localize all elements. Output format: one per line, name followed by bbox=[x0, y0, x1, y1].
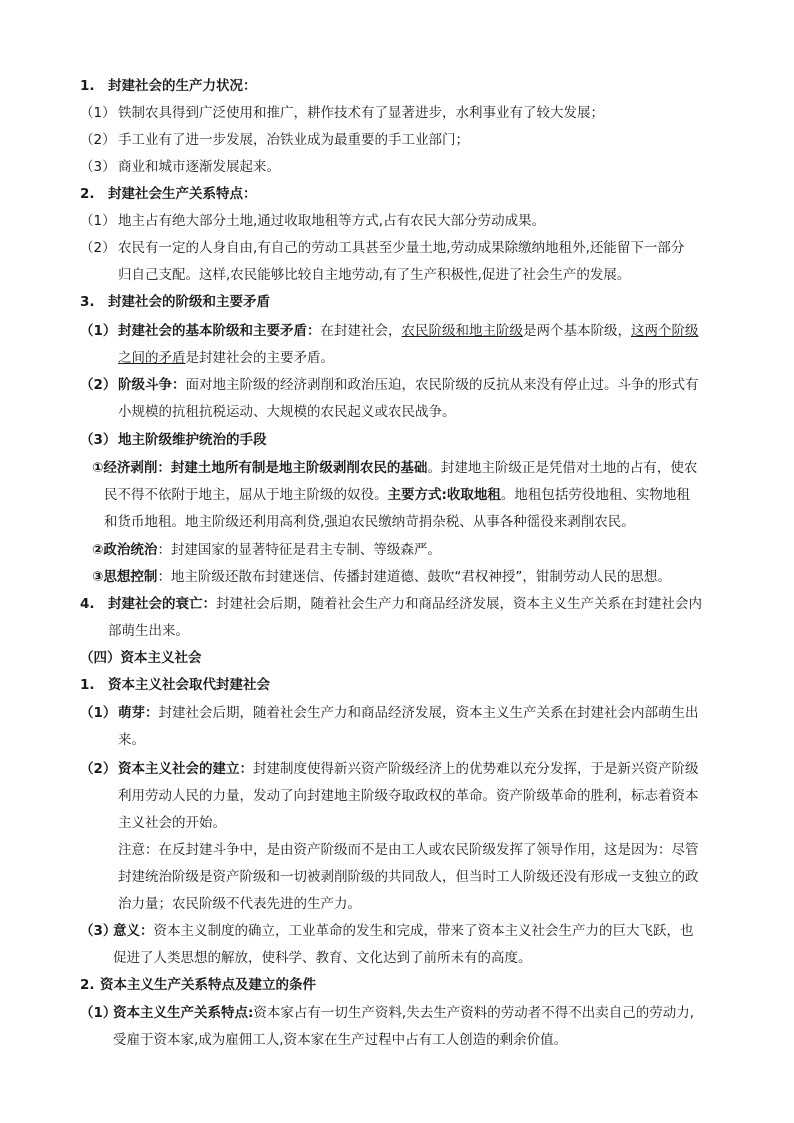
item-number: （2） bbox=[80, 240, 116, 256]
item-number: 1. bbox=[80, 677, 95, 693]
item-text: 商业和城市逐渐发展起来。 bbox=[118, 159, 280, 175]
item-number: （3） bbox=[80, 432, 117, 448]
section-1-heading bbox=[80, 76, 257, 96]
item-text: 是两个基本阶级， bbox=[523, 323, 631, 339]
item-text: 地主占有绝大部分土地,通过收取地租等方式,占有农民大部分劳动成果。 bbox=[118, 213, 546, 229]
item-number: 3. bbox=[80, 294, 95, 310]
item-lead: 阶级斗争： bbox=[118, 377, 186, 393]
item-number: （2） bbox=[80, 377, 117, 393]
item-lead: 封建社会的衰亡： bbox=[108, 596, 216, 612]
item-lead: 主要方式:收取地租 bbox=[387, 487, 501, 503]
item-lead: 萌芽： bbox=[118, 705, 159, 721]
item-number: （3） bbox=[80, 923, 117, 939]
item-text: 在封建社会， bbox=[320, 323, 402, 339]
item-text: 资本主义制度的确立，工业革命的发生和完成，带来了资本主义社会生产力的巨大飞跃，也 bbox=[153, 923, 694, 939]
item-number: 4. bbox=[80, 596, 95, 612]
item-text: 面对地主阶级的经济剥削和政治压迫，农民阶级的反抗从来没有停止过。斗争的形式有 bbox=[185, 377, 699, 393]
item-lead: ①经济剥削：封建土地所有制是地主阶级剥削农民的基础 bbox=[92, 460, 428, 476]
list-item bbox=[80, 759, 699, 779]
item-lead: ③思想控制 bbox=[92, 569, 158, 585]
item-text: 。地租包括劳役地租、实物地租 bbox=[500, 487, 690, 503]
item-text: 农民有一定的人身自由,有自己的劳动工具甚至少量土地,劳动成果除缴纳地租外,还能留下一部分 bbox=[118, 240, 685, 256]
item-number: 1. bbox=[80, 78, 95, 94]
item-continuation: 利用劳动人民的力量，发动了向封建地主阶级夺取政权的革命。资产阶级革命的胜利，标志着资本 bbox=[118, 788, 699, 804]
list-item bbox=[80, 238, 684, 258]
item-lead: ②政治统治 bbox=[92, 542, 158, 558]
section-heading bbox=[80, 675, 270, 695]
list-item bbox=[80, 211, 545, 231]
list-item bbox=[80, 430, 267, 450]
list-item bbox=[80, 375, 699, 395]
section-4-heading bbox=[80, 594, 702, 614]
item-number: （1） bbox=[80, 105, 116, 121]
item-text: 铁制农具得到广泛使用和推广，耕作技术有了显著进步，水利事业有了较大发展； bbox=[118, 105, 604, 121]
note-text: 封建统治阶级是资产阶级和一切被剥削阶级的共同敌人，但当时工人阶级还没有形成一支独立的政 bbox=[118, 869, 699, 885]
item-continuation: 和货币地租。地主阶级还利用高利贷,强迫农民缴纳苛捐杂税、从事各种徭役来剥削农民。 bbox=[104, 514, 635, 530]
item-text: ：封建国家的显著特征是君主专制、等级森严。 bbox=[157, 542, 441, 558]
item-continuation: 来。 bbox=[118, 732, 145, 748]
item-text: 封建社会后期，随着社会生产力和商品经济发展，资本主义生产关系在封建社会内部萌生出 bbox=[158, 705, 699, 721]
sub-item bbox=[92, 567, 671, 587]
item-lead: 资本主义生产关系特点: bbox=[113, 1005, 254, 1021]
item-number: （1） bbox=[80, 705, 117, 721]
item-text: 。封建地主阶级正是凭借对土地的占有，使农 bbox=[427, 460, 698, 476]
heading-text: 封建社会的阶级和主要矛盾 bbox=[108, 294, 270, 310]
heading-text: 资本主义社会取代封建社会 bbox=[108, 677, 270, 693]
item-text: 封建社会后期，随着社会生产力和商品经济发展，资本主义生产关系在封建社会内 bbox=[216, 596, 702, 612]
item-text: 地主阶级维护统治的手段 bbox=[118, 432, 267, 448]
item-number: 2. bbox=[80, 186, 95, 202]
item-number: （1） bbox=[80, 1005, 117, 1021]
item-text: 手工业有了进一步发展，冶铁业成为最重要的手工业部门； bbox=[118, 132, 469, 148]
list-item bbox=[80, 130, 469, 150]
list-item bbox=[80, 921, 694, 941]
underlined-text: 之间的矛盾 bbox=[118, 350, 186, 366]
section-heading bbox=[80, 975, 316, 995]
item-continuation: 主义社会的开始。 bbox=[118, 815, 226, 831]
note-text: 治力量；农民阶级不代表先进的生产力。 bbox=[118, 896, 361, 912]
section-2-heading bbox=[80, 184, 257, 204]
item-lead: 意义： bbox=[113, 923, 154, 939]
part-heading: （四）资本主义社会 bbox=[80, 650, 202, 666]
list-item bbox=[80, 321, 699, 341]
item-continuation: 受雇于资本家,成为雇佣工人,资本家在生产过程中占有工人创造的剩余价值。 bbox=[113, 1032, 568, 1048]
item-text: 是封建社会的主要矛盾。 bbox=[185, 350, 334, 366]
item-number: （1） bbox=[80, 323, 117, 339]
underlined-text: 这两个阶级 bbox=[631, 323, 699, 339]
item-continuation: 归自己支配。这样,农民能够比较自主地劳动,有了生产积极性,促进了社会生产的发展。 bbox=[118, 267, 631, 283]
heading-text: 资本主义生产关系特点及建立的条件 bbox=[100, 977, 316, 993]
list-item bbox=[80, 157, 280, 177]
item-text: 资本家占有一切生产资料,失去生产资料的劳动者不得不出卖自己的劳动力, bbox=[253, 1005, 694, 1021]
sub-item bbox=[92, 540, 441, 560]
underlined-text: 农民阶级和地主阶级 bbox=[401, 323, 523, 339]
sub-item bbox=[92, 458, 697, 478]
list-item bbox=[80, 103, 604, 123]
list-item bbox=[80, 1003, 694, 1023]
item-lead: 封建社会的基本阶级和主要矛盾： bbox=[118, 323, 321, 339]
item-continuation: 小规模的抗租抗税运动、大规模的农民起义或农民战争。 bbox=[118, 404, 456, 420]
item-text: ：地主阶级还散布封建迷信、传播封建道德、鼓吹“君权神授”，钳制劳动人民的思想。 bbox=[157, 569, 671, 585]
item-number: （1） bbox=[80, 213, 116, 229]
item-text: 民不得不依附于地主，屈从于地主阶级的奴役。 bbox=[104, 487, 388, 503]
item-number: （2） bbox=[80, 132, 116, 148]
item-continuation: 促进了人类思想的解放，使科学、教育、文化达到了前所未有的高度。 bbox=[113, 950, 532, 966]
note-text: 注意：在反封建斗争中，是由资产阶级而不是由工人或农民阶级发挥了领导作用，这是因为：尽管 bbox=[118, 842, 699, 858]
item-number: （2） bbox=[80, 761, 117, 777]
item-number: 2. bbox=[80, 977, 95, 993]
list-item bbox=[80, 703, 699, 723]
section-3-heading bbox=[80, 292, 270, 312]
item-continuation bbox=[104, 485, 690, 505]
heading-text: 封建社会生产关系特点： bbox=[108, 186, 257, 202]
item-lead: 资本主义社会的建立： bbox=[118, 761, 253, 777]
item-text: 封建制度使得新兴资产阶级经济上的优势难以充分发挥，于是新兴资产阶级 bbox=[253, 761, 699, 777]
heading-text: 封建社会的生产力状况： bbox=[108, 78, 257, 94]
item-continuation: 部萌生出来。 bbox=[108, 623, 189, 639]
item-number: （3） bbox=[80, 159, 116, 175]
item-continuation bbox=[118, 348, 334, 368]
